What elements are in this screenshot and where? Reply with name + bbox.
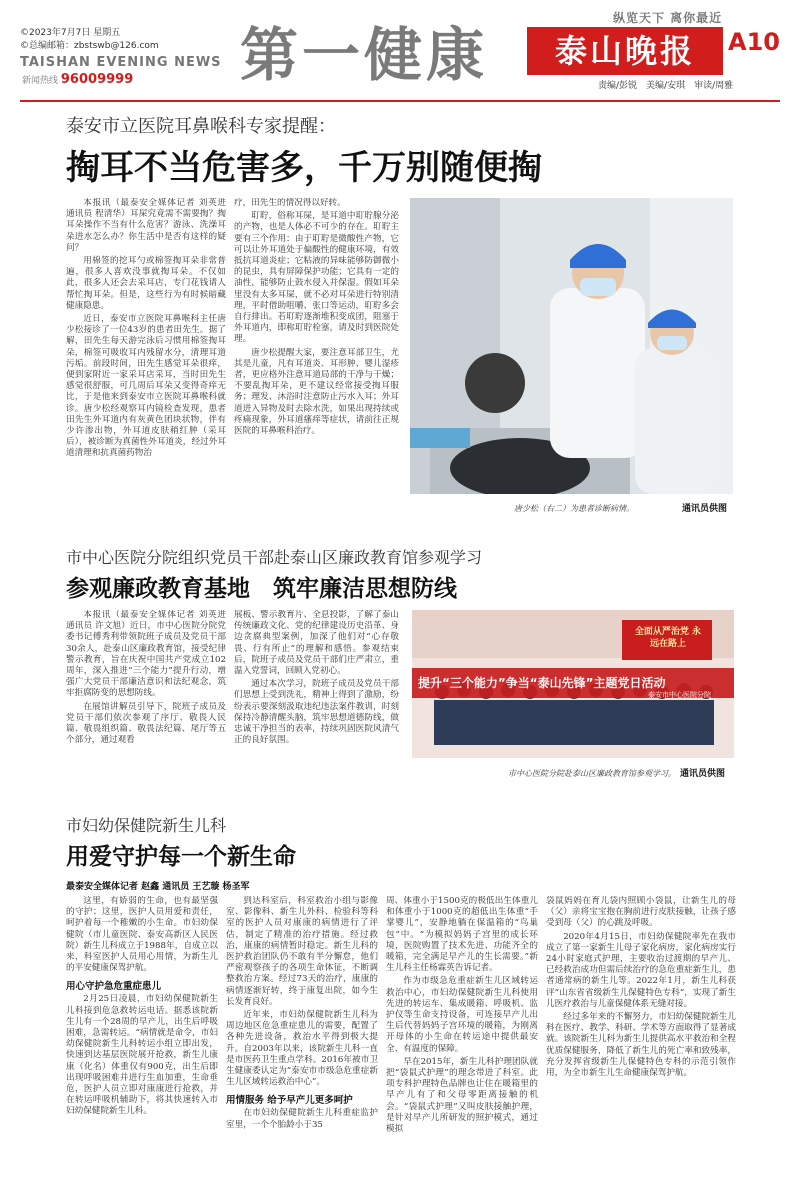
paragraph: 这里，有娇弱的生命，也有最坚强的守护；这里，医护人员用爱和责任，呵护着每一个稚嫩的小生命。市妇幼保健院（市儿童医院、泰安高新区人民医院）新生儿科成立于1988年，自成立以来，科室医护人员用心用情，为新生儿的平安健康保驾护航。 <box>66 896 218 974</box>
paper-logo: 泰山晚报 <box>527 27 723 75</box>
hotline-number: 96009999 <box>60 72 134 87</box>
article2-credit: 通讯员供图 <box>680 769 726 779</box>
paragraph: 疗，田先生的情况得以好转。 <box>234 198 346 208</box>
paragraph: 近日，泰安市立医院耳鼻喉科主任唐少松接诊了一位43岁的患者田先生。据了解，田先生每天游完泳后习惯用棉签掏耳朵，棉签可吸收耳内残留水分，清理耳道污垢。前段时间，田先生感觉耳朵很痒，便到家附近一家采耳店采耳，当时田先生感觉很舒服，可几周后耳朵又变得奇痒无比，于是他来到泰安市立医院耳鼻喉科就诊。唐少松经观察耳内镜检查发现，患者田先生外耳道内有灰黄色团块状物，伴有少许渗出物，外耳道皮肤稍红肿（采耳后），被诊断为真菌性外耳道炎，经过外耳道清理和抗真菌药物治 <box>66 314 226 459</box>
subheading: 用情服务 给予早产儿更多呵护 <box>226 1095 353 1107</box>
paragraph: 到达科室后，科室救治小组与影像室、影像科、新生儿外科、检验科等科室的医护人员对康康的病情进行了评估，制定了精准的治疗措施。经过救治，康康的病情暂时稳定。新生儿科的医护救治团队仍不敢有半分懈怠，他们严密观察孩子的各项生命体征，不断调整救治方案。经过73天的治疗，康康的病情逐渐好转，终于康复出院，如今生长发育良好。 <box>226 896 378 1007</box>
article2-column-1 <box>66 610 226 796</box>
paragraph: 本报讯（最泰安全媒体记者 刘英进 通讯员 许文旭）近日，市中心医院分院党委书记傅秀利带领院班子成员及党员干部30余人，赴泰山区廉政教育馆，接受纪律警示教育，旨在庆祝中国共产党成立102周年，深入推进“三个能力”提升行动，增强广大党员干部廉洁意识和法纪观念，筑牢拒腐防变的思想防线。 <box>66 610 226 699</box>
article2-photo <box>412 610 734 758</box>
banner-org: 泰安市中心医院分院 <box>648 691 711 699</box>
article1-kicker: 泰安市立医院耳鼻喉科专家提醒： <box>66 116 336 137</box>
editor-credits: 责编/彭锐 美编/安琪 审读/周雅 <box>598 81 734 91</box>
paragraph: 早在2015年，新生儿科护理团队就把“袋鼠式护理”的理念带进了科室。此项专科护理特色品牌也让住在暖箱里的早产儿有了和父母零距离接触的机会。“袋鼠式护理”又叫皮肤接触护理，是针对早产儿所研发的照护模式，通过模拟 <box>386 1056 538 1135</box>
section-title: 第一健康 <box>240 21 489 89</box>
paragraph: 展板、警示教育片、全息投影，了解了泰山传统廉政文化、党的纪律建设历史沿革、身边贪腐典型案例，加深了他们对“心存敬畏、行有所止”的理解和感悟。参观结束后，院班子成员及党员干部们庄严肃立，重温入党誓词，回顾入党初心。 <box>234 610 399 677</box>
article3-column-1 <box>66 896 218 1188</box>
article1-headline: 掏耳不当危害多，千万别随便掏 <box>66 148 542 188</box>
article2-kicker: 市中心医院分院组织党员干部赴泰山区廉政教育馆参观学习 <box>66 548 483 567</box>
article3-column-2 <box>226 896 378 1188</box>
paragraph: 2月25日凌晨，市妇幼保健院新生儿科接到危急救转运电话。据悉该院新生儿有一个28周的早产儿，出生后呼吸困难，急需转运。“病情就是命令，市妇幼保健院新生儿科转运小组立即出发，快速到达基层医院展开抢救，新生儿康康（化名）体重仅有900克，出生后即出现呼吸困难并进行生血加重，生命垂危，医护人员立即对康康进行抢救，并在转运呼吸机辅助下，将其快速转入市妇幼保健院新生儿科。 <box>66 994 218 1117</box>
article2-caption: 市中心医院分院赴泰山区廉政教育馆参观学习。 <box>508 769 676 778</box>
article3-headline: 用爱守护每一个新生命 <box>66 844 296 870</box>
article2-headline: 参观廉政教育基地 筑牢廉洁思想防线 <box>66 576 457 602</box>
paragraph: 在展馆讲解员引导下，院班子成员及党员干部们依次参观了序厅、敬畏人民篇、敬畏组织篇、敬畏法纪篇、尾厅等五个部分，通过观看 <box>66 701 226 746</box>
paragraph: 耵聍，俗称耳屎，是耳道中耵聍腺分泌的产物，也是人体必不可少的存在。耵聍主要有三个作用：由于耵聍是微酸性产物，它可以让外耳道处于偏酸性的健康环境，有效抵抗耳道炎症；它粘液的异味能够防御微小的昆虫，具有屏障保护功能；它具有一定的油性，能够防止鼓水侵入并保湿。假如耳朵里没有太多耳屎，就不必对耳朵进行特别清理，平时借助咀嚼、张口等运动，耵聍多会自行排出。若耵聍逐渐堆积变成团，阻塞于外耳道内，即称耵聍栓塞，请及时到医院处理。 <box>234 211 399 345</box>
masthead-meta <box>20 27 159 53</box>
paragraph: 袋鼠妈妈在育儿袋内照顾小袋鼠，让新生儿的母（父）亲将宝宝抱在胸前进行皮肤接触，让孩子感受到母（父）的心跳及呼吸。 <box>546 896 736 929</box>
paper-english-name: TAISHAN EVENING NEWS <box>20 55 222 70</box>
paragraph: 作为市级急危重症新生儿区域转运救治中心，市妇幼保健院新生儿科使用先进的转运车、集成暖箱、呼吸机、监护仪等生命支持设备，可连接早产儿出生后代替妈妈子宫环境的暖箱，为刚离开母体的小生命在转运途中提供最安全、有温度的保障。 <box>386 976 538 1054</box>
paragraph: 用棉签的挖耳勺或棉签掏耳朵非常普遍，很多人喜欢没事就掏耳朵。不仅如此，很多人还会去采耳店，专门花钱请人帮忙掏耳朵。但是，这些行为有时候暗藏健康隐患。 <box>66 256 226 311</box>
article3-kicker: 市妇幼保健院新生儿科 <box>66 816 227 835</box>
article3-column-3 <box>386 896 538 1188</box>
hotline-label: 新闻热线 <box>22 76 59 86</box>
article1-column-1 <box>66 198 226 520</box>
news-hotline <box>22 72 133 87</box>
banner-wall-slogan: 全面从严治党 永远在路上 <box>634 627 702 649</box>
article2-column-2 <box>234 610 399 796</box>
paragraph: 经过多年来的不懈努力，市妇幼保健院新生儿科在医疗、教学、科研、学术等方面取得了显著成就。该院新生儿科为新生儿提供高水平救治和全程优质保健服务，降低了新生儿的死亡率和致残率，充分发挥省级新生儿保健特色专科的示范引领作用，为全市新生儿生命健康保驾护航。 <box>546 1012 736 1079</box>
article3-byline: 最泰安全媒体记者 赵鑫 通讯员 王艺璇 杨圣军 <box>66 882 250 892</box>
paragraph: 在市妇幼保健院新生儿科重症监护室里，一个个胎龄小于35 <box>226 1108 378 1130</box>
article3-column-4 <box>546 896 736 1188</box>
paper-slogan: 纵览天下 离你最近 <box>613 11 723 25</box>
issue-date: ©2023年7月7日 星期五 <box>20 28 121 38</box>
article1-caption: 唐少松（右二）为患者诊断病情。 <box>514 504 634 513</box>
paragraph: 2020年4月15日，市妇幼保健院率先在我市成立了第一家新生儿母子家化病房，家化病房实行24小时家庭式护理，主要收治过渡期的早产儿、已经救治成功但需后续治疗的急危重症新生儿，患者通常病的新生儿等。2022年1月，新生儿科获评“山东省省级新生儿保健特色专科”，实现了新生儿医疗救治与儿童保健体系无缝对接。 <box>546 931 736 1009</box>
header-rule <box>20 100 780 102</box>
article1-column-2 <box>234 198 399 520</box>
paragraph: 周、体重小于1500克的极低出生体重儿和体重小于1000克的超低出生体重“手掌婴儿”，安静地躺在保温箱的“鸟巢包”中。“为模拟妈妈子宫里的成长环境，医院购置了技术先进、功能齐全的暖箱，完全满足早产儿的生长需要。”新生儿科主任杨霖英告诉记者。 <box>386 896 538 974</box>
article1-credit: 通讯员供图 <box>682 504 728 514</box>
paragraph: 唐少松提醒大家，要注意耳部卫生，尤其是儿童，凡有耳道炎、耳形肿、婴儿湿疹者，更应格外注意耳道局部的干净与干燥；不要乱掏耳朵，更不建议经常接受掏耳服务；理发、沐浴时注意防止污水入耳；外耳道进入异物及时去除水洗，如果出现持续或疼痛现象，外耳道瘙痒等症状，请前往正规医院的耳鼻喉科治疗。 <box>234 347 399 437</box>
subheading: 用心守护急危重症患儿 <box>66 981 162 993</box>
banner-title: 提升“三个能力”争当“泰山先锋”主题党日活动 <box>418 676 666 690</box>
paragraph: 近年来，市妇幼保健院新生儿科为周边地区危急重症患儿的需要，配置了各种先进设备，救治水平得到极大提升。自2003年以来，该院新生儿科一直是市医药卫生重点学科。2016年被市卫生健康委认定为“泰安市市级急危重症新生儿区域转运救治中心”。 <box>226 1010 378 1088</box>
paragraph: 通过本次学习，院班子成员及党员干部们思想上受到洗礼，精神上得到了激励，纷纷表示要深刻汲取违纪违法案件教训，时刻保持冷静清醒头脑，筑牢思想道德防线，做忠诚干净担当的表率，持续巩固医院风清气正的良好氛围。 <box>234 679 399 746</box>
page-number: A10 <box>728 28 780 56</box>
paragraph: 本报讯（最泰安全媒体记者 刘英进 通讯员 程清华）耳屎究竟需不需要掏？掏耳朵操作不当有什么危害？游泳、洗澡耳朵进水怎么办？你生活中是否有这样的疑问？ <box>66 198 226 253</box>
article1-photo <box>410 198 733 494</box>
editor-email: ©总编邮箱：zbstswb@126.com <box>20 41 159 51</box>
doctor-examining-patient-illustration <box>410 198 733 494</box>
